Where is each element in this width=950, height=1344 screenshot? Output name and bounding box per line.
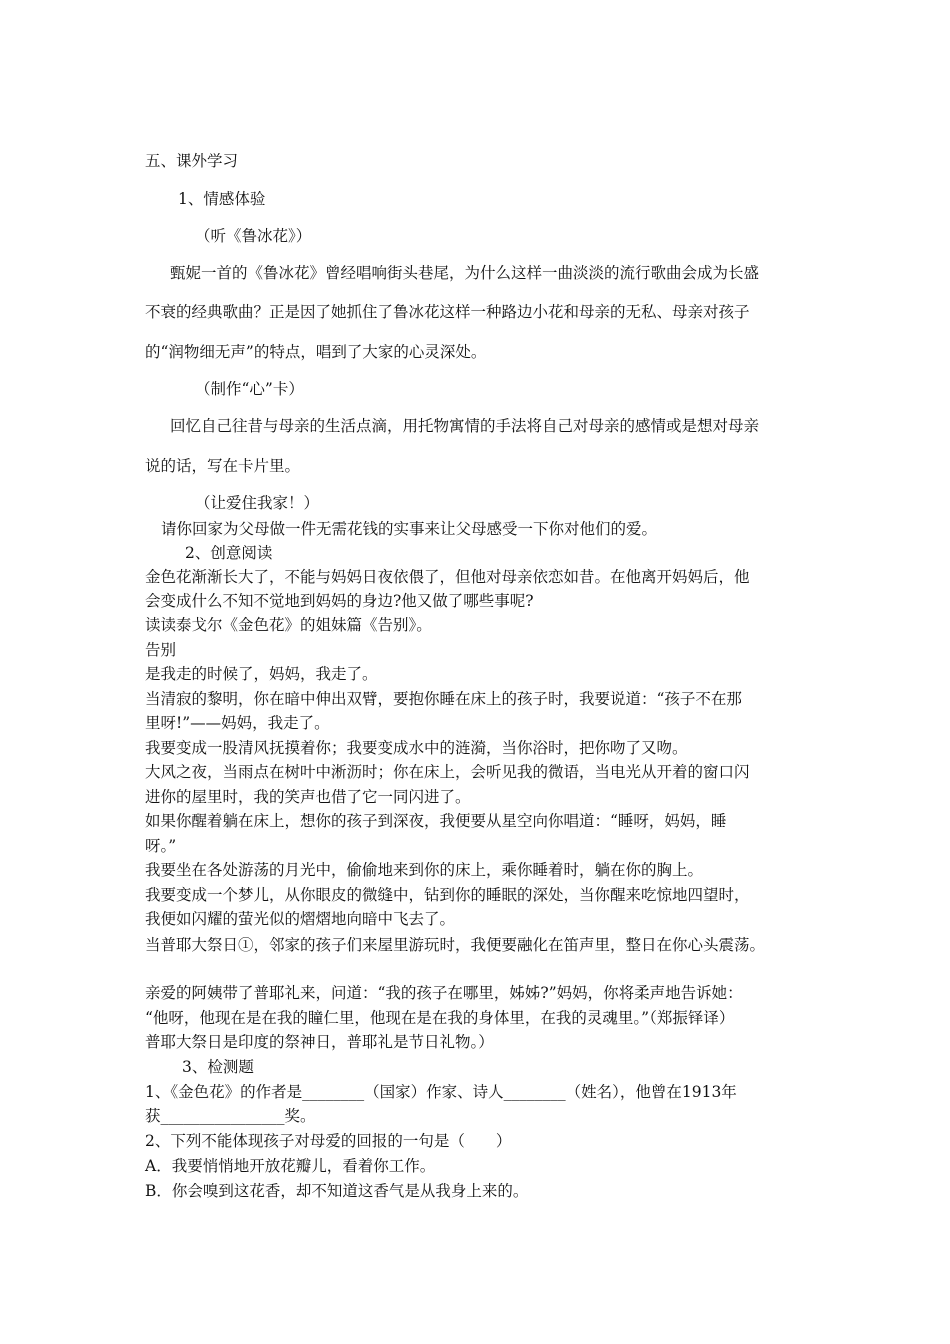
- activity1-title: （听《鲁冰花》）: [195, 227, 312, 245]
- poem-line: 大风之夜，当雨点在树叶中淅沥时；你在床上，会听见我的微语，当电光从开着的窗口闪: [145, 763, 750, 781]
- poem-line: 我要坐在各处游荡的月光中，偷偷地来到你的床上，乘你睡着时，躺在你的胸上。: [145, 861, 704, 879]
- sub3-heading: 3、检测题: [182, 1058, 254, 1076]
- sub1-heading: 1、情感体验: [178, 190, 266, 208]
- reading-intro-line: 读读泰戈尔《金色花》的姐妹篇《告别》。: [145, 616, 432, 634]
- poem-line: 亲爱的阿姨带了普耶礼来，问道：“我的孩子在哪里，姊姊?”妈妈，你将柔声地告诉她：: [145, 984, 743, 1002]
- activity1-text-line: 不衰的经典歌曲？正是因了她抓住了鲁冰花这样一种路边小花和母亲的无私、母亲对孩子: [145, 303, 750, 321]
- poem-line: 当普耶大祭日①，邻家的孩子们来屋里游玩时，我便要融化在笛声里，整日在你心头震荡。: [145, 936, 766, 954]
- poem-line: 如果你醒着躺在床上，想你的孩子到深夜，我便要从星空向你唱道：“睡呀，妈妈，睡: [145, 812, 727, 830]
- question-2-option-a: A．我要悄悄地开放花瓣儿，看着你工作。: [145, 1157, 436, 1175]
- activity3-text: 请你回家为父母做一件无需花钱的实事来让父母感受一下你对他们的爱。: [161, 520, 658, 538]
- poem-line: 是我走的时候了，妈妈，我走了。: [145, 665, 378, 683]
- poem-line: “他呀，他现在是在我的瞳仁里，他现在是在我的身体里，在我的灵魂里。”（郑振铎译）: [145, 1009, 735, 1027]
- activity1-text-line: 甄妮一首的《鲁冰花》曾经唱响街头巷尾，为什么这样一曲淡淡的流行歌曲会成为长盛: [170, 264, 760, 282]
- activity2-text-line: 说的话，写在卡片里。: [145, 457, 301, 475]
- poem-title: 告别: [145, 641, 177, 659]
- question-2: 2、下列不能体现孩子对母爱的回报的一句是（ ）: [145, 1132, 512, 1150]
- document-page: [145, 0, 810, 1344]
- activity3-title: （让爱住我家！）: [195, 494, 320, 512]
- poem-line: 里呀!”——妈妈，我走了。: [145, 714, 330, 732]
- activity1-text-line: 的“润物细无声”的特点，唱到了大家的心灵深处。: [145, 343, 487, 361]
- poem-line: 我要变成一股清风抚摸着你；我要变成水中的涟漪，当你浴时，把你吻了又吻。: [145, 739, 688, 757]
- sub2-heading: 2、创意阅读: [185, 544, 273, 562]
- question-2-option-b: B．你会嗅到这花香，却不知道这香气是从我身上来的。: [145, 1182, 529, 1200]
- poem-footnote: 普耶大祭日是印度的祭神日，普耶礼是节日礼物。）: [145, 1033, 494, 1051]
- poem-line: 当清寂的黎明，你在暗中伸出双臂，要抱你睡在床上的孩子时，我要说道：“孩子不在那: [145, 690, 742, 708]
- poem-line: 进你的屋里时，我的笑声也借了它一同闪进了。: [145, 788, 471, 806]
- activity2-title: （制作“心”卡）: [195, 380, 304, 398]
- poem-line: 我便如闪耀的萤光似的熠熠地向暗中飞去了。: [145, 910, 456, 928]
- reading-intro-line: 会变成什么不知不觉地到妈妈的身边?他又做了哪些事呢?: [145, 592, 534, 610]
- question-1-line: 1、《金色花》的作者是________（国家）作家、诗人________（姓名），他曾在1913年: [145, 1083, 737, 1101]
- question-1-line: 获________________奖。: [145, 1107, 316, 1125]
- reading-intro-line: 金色花渐渐长大了，不能与妈妈日夜依偎了，但他对母亲依恋如昔。在他离开妈妈后，他: [145, 568, 750, 586]
- activity2-text-line: 回忆自己往昔与母亲的生活点滴，用托物寓情的手法将自己对母亲的感情或是想对母亲: [170, 417, 760, 435]
- section-title: 五、课外学习: [145, 152, 239, 170]
- poem-line: 呀。”: [145, 837, 177, 855]
- poem-line: 我要变成一个梦儿，从你眼皮的微缝中，钻到你的睡眠的深处，当你醒来吃惊地四望时，: [145, 886, 750, 904]
